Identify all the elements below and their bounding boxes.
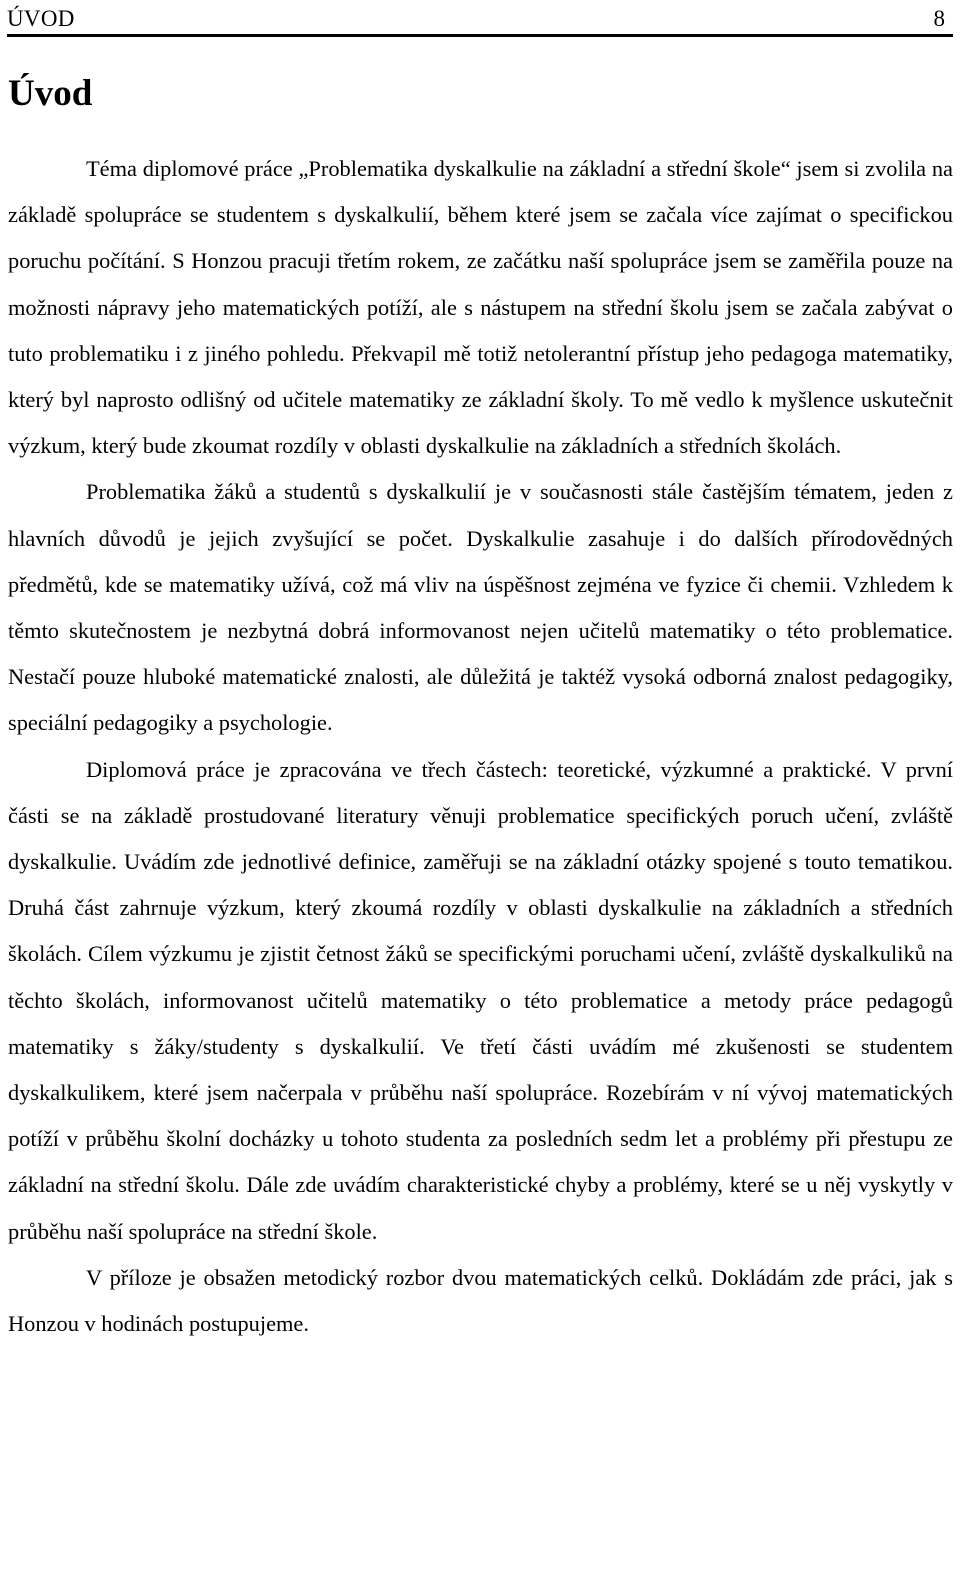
- page-number: 8: [933, 6, 945, 31]
- paragraph-4: V příloze je obsažen metodický rozbor dvou matematických celků. Dokládám zde práci, jak s Honzou v hodinách postupujeme.: [8, 1264, 953, 1337]
- paragraph-3: Diplomová práce je zpracována ve třech částech: teoretické, výzkumné a praktické. V první části se na základě prostudované literatury věnuji problematice specifických poruch učení, zvláště dyskalkulie. Uvádím zde jednotlivé definice, zaměřuji se na základní otázky spojené s touto tematikou. Druhá část zahrnuje výzkum, který zkoumá rozdíly v oblasti dyskalkulie na základních a středních školách. Cílem výzkumu je zjistit četnost žáků se specifickými poruchami učení, zvláště dyskalkuliků na těchto školách, informovanost učitelů matematiky o této problematice a metody práce pedagogů matematiky s žáky/studenty s dyskalkulií. Ve třetí části uvádím mé zkušenosti se studentem dyskalkulikem, které jsem načerpala v průběhu naší spolupráce. Rozebírám v ní vývoj matematických potíží v průběhu školní docházky u tohoto studenta za posledních sedm let a problémy při přestupu ze základní na střední školu. Dále zde uvádím charakteristické chyby a problémy, které se u něj vyskytly v průběhu naší spolupráce na střední škole.: [8, 756, 953, 1244]
- running-header: [7, 0, 953, 37]
- chapter-title: Úvod: [8, 73, 93, 114]
- running-title: ÚVOD: [7, 6, 75, 31]
- paragraph-2: Problematika žáků a studentů s dyskalkulií je v současnosti stále častějším tématem, jeden z hlavních důvodů je jejich zvyšující se počet. Dyskalkulie zasahuje i do dalších přírodovědných předmětů, kde se matematiky užívá, což má vliv na úspěšnost zejména ve fyzice či chemii. Vzhledem k těmto skutečnostem je nezbytná dobrá informovanost nejen učitelů matematiky o této problematice. Nestačí pouze hluboké matematické znalosti, ale důležitá je taktéž vysoká odborná znalost pedagogiky, speciální pedagogiky a psychologie.: [8, 479, 953, 736]
- paragraph-1: Téma diplomové práce „Problematika dyskalkulie na základní a střední škole“ jsem si zvolila na základě spolupráce se studentem s dyskalkulií, během které jsem se začala více zajímat o specifickou poruchu počítání. S Honzou pracuji třetím rokem, ze začátku naší spolupráce jsem se zaměřila pouze na možnosti nápravy jeho matematických potíží, ale s nástupem na střední školu jsem se začala zabývat o tuto problematiku i z jiného pohledu. Překvapil mě totiž netolerantní přístup jeho pedagoga matematiky, který byl naprosto odlišný od učitele matematiky ze základní školy. To mě vedlo k myšlence uskutečnit výzkum, který bude zkoumat rozdíly v oblasti dyskalkulie na základních a středních školách.: [8, 156, 953, 459]
- body-text: [8, 146, 953, 1347]
